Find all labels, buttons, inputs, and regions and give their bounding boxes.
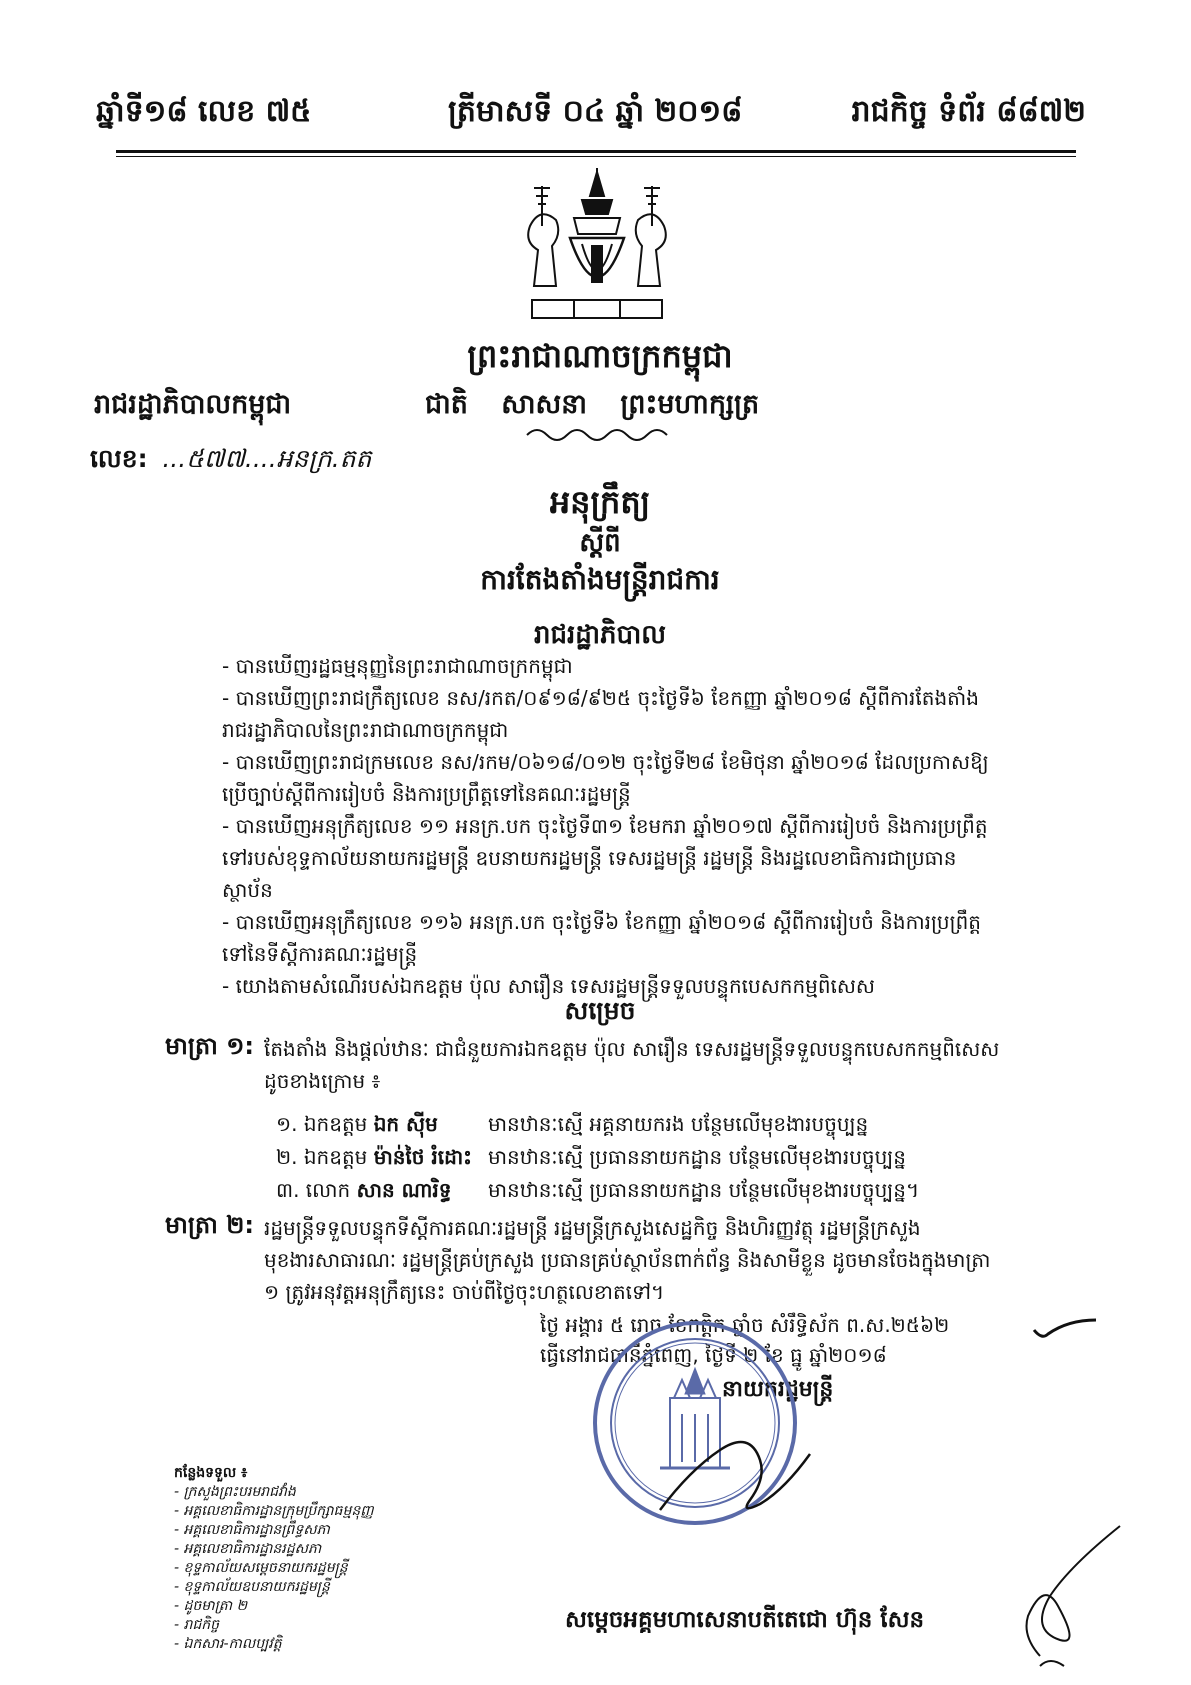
- recipients-heading: កន្លែងទទួល ៖: [174, 1465, 248, 1481]
- check-mark-icon: [1030, 1316, 1100, 1346]
- ornament-divider-icon: [522, 424, 672, 446]
- appointee-rank: មានឋានៈស្មើ អគ្គនាយករង បន្ថែមលើមុខងារបច្ចុប្បន្ន: [488, 1112, 869, 1136]
- appointee-rank: មានឋានៈស្មើ ប្រធាននាយកដ្ឋាន បន្ថែមលើមុខងារបច្ចុប្បន្ន: [488, 1145, 906, 1169]
- document-subject: ការតែងតាំងមន្ត្រីរាជការ: [480, 563, 720, 596]
- recipient-item: - ដូចមាត្រា ២: [174, 1598, 248, 1614]
- recipient-item: - អគ្គលេខាធិការដ្ឋានក្រុមប្រឹក្សាធម្មនុញ្ញ: [174, 1503, 374, 1519]
- recipient-item: - អគ្គលេខាធិការដ្ឋានព្រឹទ្ធសភា: [174, 1522, 330, 1538]
- consideration-item: - បានឃើញព្រះរាជក្រឹត្យលេខ នស/រកត/០៩១៨/៩២៥ ចុះថ្ងៃទី៦ ខែកញ្ញា ឆ្នាំ២០១៨ ស្តីពីការតែងតាំងរាជរដ្ឋាភិបាលនៃព្រះរាជាណាចក្រកម្ពុជា: [222, 686, 979, 742]
- article-1-text: តែងតាំង និងផ្តល់ឋានៈ ជាជំនួយការឯកឧត្តម ប៉ុល សារឿន ទេសរដ្ឋមន្ត្រីទទួលបន្ទុកបេសកកម្មពិសេស ដូចខាងក្រោម ៖: [264, 1037, 1000, 1093]
- appointee-row: [276, 1174, 1016, 1207]
- motto-religion: សាសនា: [501, 389, 587, 420]
- appointee-row: [276, 1141, 1016, 1174]
- running-header: [96, 92, 1086, 138]
- recipient-item: - ឯកសារ-កាលប្បវត្តិ: [174, 1636, 282, 1652]
- appointee-name: ៣. លោក សាន ណារិទ្ធ: [276, 1178, 452, 1202]
- consideration-item: - បានឃើញព្រះរាជក្រមលេខ នស/រកម/០៦១៨/០១២ ចុះថ្ងៃទី២៨ ខែមិថុនា ឆ្នាំ២០១៨ ដែលប្រកាសឱ្យប្រើច្បាប់ស្តីពីការរៀបចំ និងការប្រព្រឹត្តទៅនៃគណៈរដ្ឋមន្ត្រី: [222, 750, 989, 806]
- article-1-title: មាត្រា ១:: [165, 1032, 254, 1060]
- handwritten-signature-icon: [1010, 1516, 1130, 1676]
- solar-date: ធ្វើនៅរាជធានីភ្នំពេញ, ថ្ងៃទី ២ ខែ ធ្នូ ឆ្នាំ២០១៨: [540, 1343, 887, 1367]
- consideration-item: - បានឃើញអនុក្រឹត្យលេខ ១១៦ អនក្រ.បក ចុះថ្ងៃទី៦ ខែកញ្ញា ឆ្នាំ២០១៨ ស្តីពីការរៀបចំ និងការប្រព្រឹត្តទៅនៃទីស្តីការគណៈរដ្ឋមន្ត្រី: [222, 910, 981, 966]
- consideration-item: - យោងតាមសំណើរបស់ឯកឧត្តម ប៉ុល សារឿន ទេសរដ្ឋមន្ត្រីទទួលបន្ទុកបេសកកម្មពិសេស: [222, 974, 875, 998]
- recipient-item: - អគ្គលេខាធិការដ្ឋានរដ្ឋសភា: [174, 1541, 322, 1557]
- signature-stroke-icon: [640, 1410, 820, 1530]
- consideration-item: - បានឃើញអនុក្រឹត្យលេខ ១១ អនក្រ.បក ចុះថ្ងៃទី៣១ ខែមករា ឆ្នាំ២០១៧ ស្តីពីការរៀបចំ និងការប្រព្រឹត្តទៅរបស់ខុទ្ទកាល័យនាយករដ្ឋមន្ត្រី ឧបនាយករដ្ឋមន្ត្រី ទេសរដ្ឋមន្ត្រី រដ្ឋមន្ត្រី និងរដ្ឋលេខាធិការជាប្រធានស្ថាប័ន: [222, 814, 988, 902]
- appointee-rank: មានឋានៈស្មើ ប្រធាននាយកដ្ឋាន បន្ថែមលើមុខងារបច្ចុប្បន្ន។: [488, 1178, 920, 1202]
- header-rule-thin: [116, 156, 1076, 157]
- signatory-name: សម្តេចអគ្គមហាសេនាបតីតេជោ ហ៊ុន សែន: [565, 1607, 925, 1633]
- national-motto: [425, 388, 783, 427]
- document-number: [90, 444, 371, 480]
- appointee-row: [276, 1108, 1016, 1141]
- appointee-name: ២. ឯកឧត្តម ម៉ាន់ថៃ រំដោះ: [276, 1145, 472, 1169]
- considerations-list: [222, 650, 1002, 1002]
- document-type: អនុក្រឹត្យ: [549, 483, 651, 521]
- motto-king: ព្រះមហាក្សត្រ: [620, 389, 760, 420]
- lunar-date: ថ្ងៃ អង្គារ ៥ រោច ខែកត្តិក ឆ្នាំច សំរឹទ្ធិស័ក ព.ស.២៥៦២: [540, 1313, 950, 1337]
- article-2-text: រដ្ឋមន្ត្រីទទួលបន្ទុកទីស្តីការគណៈរដ្ឋមន្ត្រី រដ្ឋមន្ត្រីក្រសួងសេដ្ឋកិច្ច និងហិរញ្ញវត្ថុ រដ្ឋមន្ត្រីក្រសួងមុខងារសាធារណៈ រដ្ឋមន្ត្រីគ្រប់ក្រសួង ប្រធានគ្រប់ស្ថាប័នពាក់ព័ន្ធ និងសាមីខ្លួន ដូចមានចែងក្នុងមាត្រា ១ ត្រូវអនុវត្តអនុក្រឹត្យនេះ ចាប់ពីថ្ងៃចុះហត្ថលេខាតទៅ។: [264, 1216, 991, 1304]
- number-value: ...៥៧៧....អនក្រ.តត: [162, 444, 372, 473]
- motto-nation: ជាតិ: [425, 389, 468, 420]
- number-label: លេខ:: [90, 444, 148, 473]
- header-date: ត្រីមាសទី ០៤ ឆ្នាំ ២០១៨: [448, 94, 743, 129]
- appointee-list: [276, 1108, 1016, 1207]
- signatory-title: នាយករដ្ឋមន្ត្រី: [722, 1377, 834, 1402]
- recipient-item: - ខុទ្ទកាល័យឧបនាយករដ្ឋមន្ត្រី: [174, 1579, 330, 1595]
- consideration-item: - បានឃើញរដ្ឋធម្មនុញ្ញនៃព្រះរាជាណាចក្រកម្ពុជា: [222, 654, 573, 678]
- header-rule: [116, 150, 1076, 153]
- header-page: រាជកិច្ច ទំព័រ ៨៨៧២: [851, 94, 1086, 129]
- recipients-list: [174, 1464, 434, 1654]
- issuer-heading: រាជរដ្ឋាភិបាល: [533, 620, 667, 650]
- government-name: រាជរដ្ឋាភិបាលកម្ពុជា: [94, 389, 292, 420]
- recipient-item: - ខុទ្ទកាល័យសម្តេចនាយករដ្ឋមន្ត្រី: [174, 1560, 348, 1576]
- kingdom-title: ព្រះរាជាណាចក្រកម្ពុជា: [467, 337, 733, 375]
- decision-heading: សម្រេច: [564, 996, 636, 1025]
- royal-emblem-icon: [512, 166, 682, 326]
- header-issue: ឆ្នាំទី១៨ លេខ ៧៥: [96, 94, 312, 129]
- recipient-item: - ក្រសួងព្រះបរមរាជវាំង: [174, 1484, 296, 1500]
- appointee-name: ១. ឯកឧត្តម ឯក ស៊ីម: [276, 1112, 438, 1136]
- document-about: ស្តីពី: [579, 528, 621, 558]
- recipient-item: - រាជកិច្ច: [174, 1617, 220, 1633]
- article-2-title: មាត្រា ២:: [165, 1211, 254, 1239]
